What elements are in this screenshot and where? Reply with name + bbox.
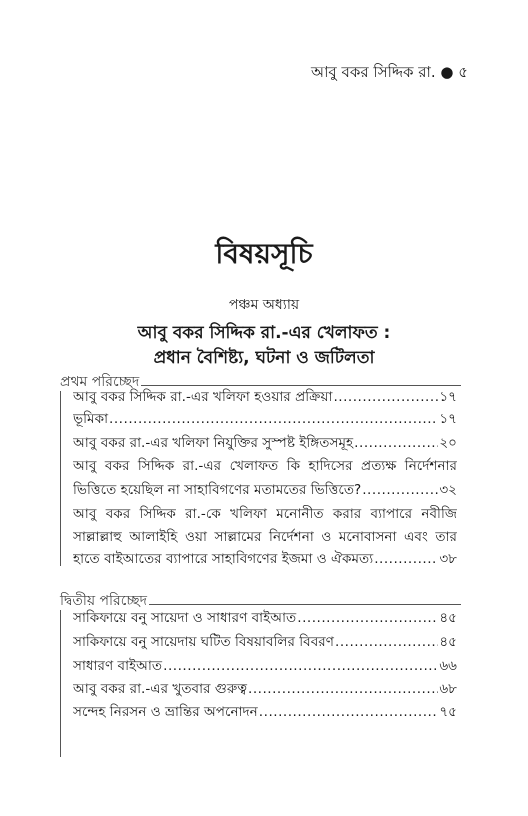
dot-leader (163, 655, 438, 677)
toc-entry-text: ভিত্তিতে হয়েছিল না সাহাবিগণের মতামতের ভিত্তিতে? (73, 482, 362, 498)
toc-entry[interactable] (73, 655, 457, 677)
toc-entry-continued[interactable] (73, 503, 457, 525)
dot-leader (109, 408, 438, 430)
dot-leader (259, 701, 439, 723)
toc-entry-page: ২০ (439, 435, 457, 451)
toc-entry-page: ১৭ (439, 389, 457, 405)
toc-entry-text: সাধারণ বাইআত (73, 658, 163, 674)
toc-entry-text: ভূমিকা (73, 411, 109, 427)
toc-entry-text: আবু বকর সিদ্দিক রা.-এর খেলাফত কি হাদিসের প্রত্যক্ষ নির্দেশনার (73, 458, 457, 474)
toc-entry-page: ৬৮ (439, 681, 457, 697)
toc-entry[interactable] (73, 386, 457, 408)
contents-title: বিষয়সূচি (215, 237, 313, 270)
toc-entry[interactable] (73, 479, 457, 501)
toc-entry[interactable] (73, 678, 457, 700)
toc-entry[interactable] (73, 408, 457, 430)
dot-leader (333, 386, 438, 408)
section-rule (149, 604, 461, 605)
toc-entry-page: ১৭ (439, 411, 457, 427)
chapter-label: পঞ্চম অধ্যায় (228, 297, 300, 313)
toc-entry-page: ৭৫ (439, 704, 457, 720)
toc-entry-text: আবু বকর রা.-এর খুতবার গুরুত্ব (73, 681, 247, 697)
toc-entry[interactable] (73, 701, 457, 723)
toc-entry-page: ৩৮ (439, 551, 457, 567)
section-heading-label: দ্বিতীয় পরিচ্ছেদ (60, 593, 147, 609)
toc-entry-text: সাকিফায়ে বনু সায়েদা ও সাধারণ বাইআত (73, 610, 297, 626)
toc-entry[interactable] (73, 432, 457, 454)
toc-entry-text: আবু বকর সিদ্দিক রা.-এর খলিফা হওয়ার প্রক্রিয়া (73, 389, 333, 405)
toc-entry-page: ৪৫ (439, 610, 457, 626)
dot-leader (335, 631, 438, 653)
toc-entry-page: ৩২ (439, 482, 457, 498)
toc-entry-text: সন্দেহ নিরসন ও ভ্রান্তির অপনোদন (73, 704, 258, 720)
toc-entry-text: আবু বকর সিদ্দিক রা.-কে খলিফা মনোনীত করার ব্যাপারে নবীজি (73, 506, 457, 522)
toc-entry[interactable] (73, 548, 457, 570)
dot-leader (248, 678, 438, 700)
toc-entry[interactable] (73, 607, 457, 629)
running-header: আবু বকর সিদ্দিক রা. ● ৫ (310, 63, 468, 81)
dot-leader (362, 479, 438, 501)
dot-leader (297, 607, 438, 629)
toc-entry-continued[interactable] (73, 526, 457, 548)
section-heading-label: প্রথম পরিচ্ছেদ (60, 374, 140, 390)
toc-entry[interactable] (73, 631, 457, 653)
toc-entry-page: ৬৬ (439, 658, 457, 674)
toc-entry-text: আবু বকর রা.-এর খলিফা নিযুক্তির সুস্পষ্ট ইঙ্গিতসমূহ (73, 435, 354, 451)
dot-leader (374, 548, 438, 570)
toc-entry-text: সাকিফায়ে বনু সায়েদায় ঘটিত বিষয়াবলির বিবরণ (73, 634, 335, 650)
toc-entry-page: ৪৫ (439, 634, 457, 650)
section-bracket-line (60, 610, 61, 757)
dot-leader (354, 432, 438, 454)
chapter-title-line-2: প্রধান বৈশিষ্ট্য, ঘটনা ও জটিলতা (153, 348, 375, 368)
chapter-title-line-1: আবু বকর সিদ্দিক রা.-এর খেলাফত : (137, 323, 391, 343)
toc-entry-continued[interactable] (73, 455, 457, 477)
toc-entry-text: হাতে বাইআতের ব্যাপারে সাহাবিগণের ইজমা ও ঐকমত্য (73, 551, 374, 567)
toc-entry-text: সাল্লাল্লাহু আলাইহি ওয়া সাল্লামের নির্দেশনা ও মনোবাসনা এবং তার (73, 529, 457, 545)
section-bracket-line (60, 391, 61, 566)
